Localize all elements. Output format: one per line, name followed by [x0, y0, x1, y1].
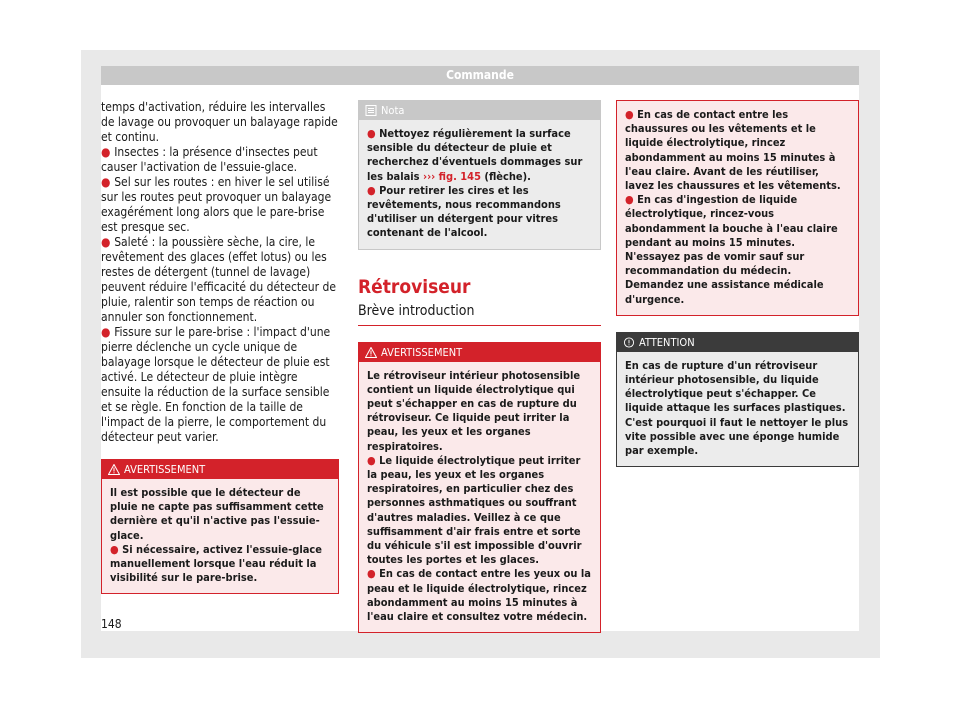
list-item	[367, 127, 592, 184]
list-item	[367, 567, 592, 624]
page-number: 148	[101, 617, 122, 631]
warning-box	[101, 459, 339, 594]
column-1	[101, 100, 339, 594]
list-item-text: En cas de contact entre les yeux ou la peau et le liquide électrolytique, rincez abondamment au moins 15 minutes à l'eau claire et consultez votre médecin.	[367, 567, 591, 624]
warning-header	[359, 343, 600, 362]
list-item-text: Nettoyez régulièrement la surface sensible du détecteur de pluie et recherchez d'éventuels dommages sur les balais	[367, 127, 583, 183]
warning-box	[358, 342, 601, 634]
bullet-icon: ●	[101, 175, 115, 189]
bullet-icon: ●	[367, 567, 380, 581]
warning-triangle-icon	[365, 347, 377, 358]
list-item-text: Pour retirer les cires et les revêtements, nous recommandons d'utiliser un détergent pour vitres contenant de l'alcool.	[367, 183, 561, 240]
note-title: Nota	[381, 104, 405, 117]
bullet-icon: ●	[367, 453, 380, 467]
attention-box	[616, 332, 859, 467]
bullet-icon: ●	[101, 235, 115, 249]
list-item-text: Si nécessaire, activez l'essuie-glace manuellement lorsque l'eau réduit la visibilité sur le pare-brise.	[110, 542, 322, 585]
warning-body	[359, 362, 600, 633]
info-circle-icon	[623, 337, 635, 348]
divider	[358, 325, 601, 326]
note-header	[359, 101, 600, 120]
list-item-text: Le liquide électrolytique peut irriter la peau, les yeux et les organes respiratoires, en particulier chez des personnes asthmatiques ou souffrant d'autres maladies. Veillez à ce que suffisamment d'air frais entre et sorte du véhicule s'il est impossible d'ouvrir toutes les portes et les glaces.	[367, 453, 582, 567]
list-item	[625, 108, 850, 193]
list-item-text: Sel sur les routes : en hiver le sel utilisé sur les routes peut provoquer un balayage exagérément long alors que le pare-brise est presque sec.	[101, 175, 332, 234]
list-item	[110, 543, 330, 586]
list-item	[367, 184, 592, 241]
warning-header	[102, 460, 338, 479]
bullet-icon: ●	[101, 325, 115, 339]
bullet-icon: ●	[625, 108, 638, 121]
list-item-text: Insectes : la présence d'insectes peut causer l'activation de l'essuie-glace.	[101, 145, 318, 174]
intro-paragraph: temps d'activation, réduire les intervalles de lavage ou provoquer un balayage rapide et continu.	[101, 100, 338, 144]
list-item	[625, 193, 850, 307]
note-box	[358, 100, 601, 250]
list-item	[101, 235, 339, 325]
attention-header	[617, 333, 858, 352]
figure-link[interactable]: ››› fig. 145	[423, 169, 481, 183]
warning-title: AVERTISSEMENT	[381, 345, 463, 359]
subsection-title: Brève introduction	[358, 302, 475, 319]
warning-continued-box	[616, 100, 859, 316]
warning-text: Il est possible que le détecteur de pluie ne capte pas suffisamment cette dernière et qu'il n'active pas l'essuie-glace.	[110, 486, 324, 542]
bullet-icon: ●	[367, 183, 380, 197]
column-3	[616, 100, 859, 467]
note-icon	[365, 105, 377, 116]
list-item-text: En cas de contact entre les chaussures ou les vêtements et le liquide électrolytique, rincez abondamment au moins 15 minutes à l'eau claire. Avant de les réutiliser, lavez les chaussures et les vêtements.	[625, 108, 841, 193]
warning-body	[102, 479, 338, 593]
warning-text: Le rétroviseur intérieur photosensible contient un liquide électrolytique qui peut s'échapper en cas de rupture du rétroviseur. Ce liquide peut irriter la peau, les yeux et les organes respiratoires.	[367, 368, 581, 453]
list-item	[367, 454, 592, 568]
bullet-icon: ●	[101, 145, 115, 159]
bullet-icon: ●	[625, 193, 638, 207]
column-2	[358, 100, 601, 633]
attention-body	[617, 352, 858, 466]
warning-triangle-icon	[108, 464, 120, 475]
bullet-icon: ●	[110, 542, 123, 556]
bullet-icon: ●	[367, 127, 380, 140]
list-item-text: (flèche).	[484, 169, 531, 183]
list-item	[101, 145, 339, 175]
list-item	[101, 175, 339, 235]
list-item-text: Fissure sur le pare-brise : l'impact d'une pierre déclenche un cycle unique de balayage lorsque le détecteur de pluie est activé. Le détecteur de pluie intègre ensuite la réduction de la surface sensible et se règle. En fonction de la taille de l'impact de la pierre, le comportement du détecteur peut varier.	[101, 325, 331, 444]
section	[358, 275, 601, 326]
page-header: Commande	[101, 66, 859, 85]
list-item-text: En cas d'ingestion de liquide électrolytique, rincez-vous abondamment la bouche à l'eau claire pendant au moins 15 minutes. N'essayez pas de vomir sauf sur recommandation du médecin. Demandez une assistance médicale d'urgence.	[625, 193, 838, 306]
note-body	[359, 120, 600, 249]
list-item	[101, 325, 339, 445]
list-item-text: Saleté : la poussière sèche, la cire, le revêtement des glaces (effet lotus) ou les restes de détergent (tunnel de lavage) peuvent réduire l'efficacité du détecteur de pluie, ralentir son temps de réaction ou annuler son fonctionnement.	[101, 235, 336, 324]
attention-text: En cas de rupture d'un rétroviseur intérieur photosensible, du liquide électrolytique peut s'échapper. Ce liquide attaque les surfaces plastiques. C'est pourquoi il faut le nettoyer le plus vite possible avec une éponge humide par exemple.	[625, 358, 849, 458]
warning-body	[617, 101, 858, 315]
warning-title: AVERTISSEMENT	[124, 463, 206, 476]
section-title: Rétroviseur	[358, 275, 471, 298]
attention-title: ATTENTION	[639, 335, 695, 349]
